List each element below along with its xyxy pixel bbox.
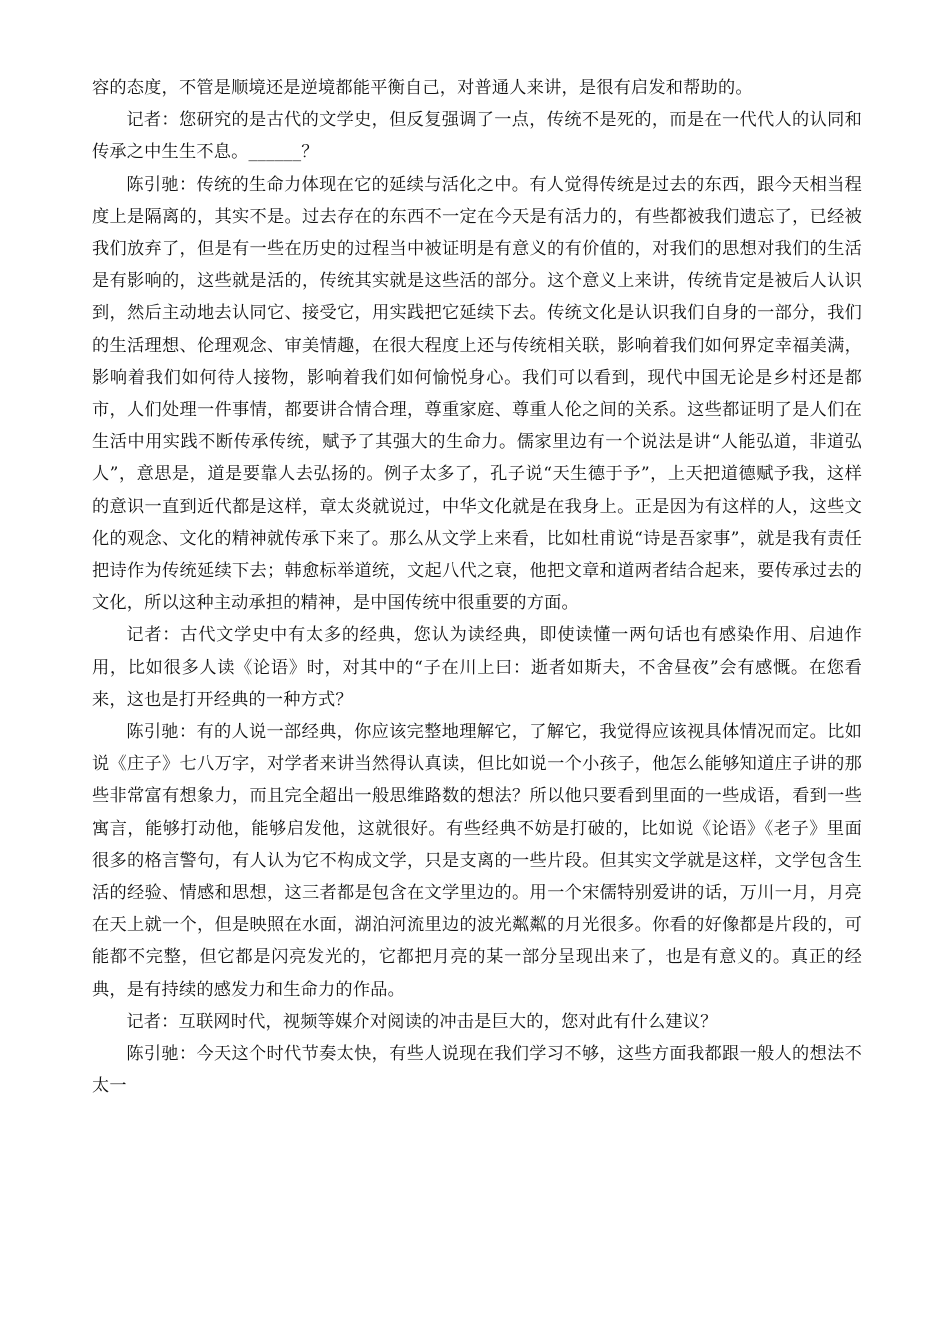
paragraph-answer-2: 陈引驰：有的人说一部经典，你应该完整地理解它，了解它，我觉得应该视具体情况而定。比如说《庄子》七八万字，对学者来讲当然得认真读，但比如说一个小孩子，他怎么能够知道庄子讲的那些非常富有想象力，而且完全超出一般思维路数的想法？所以他只要看到里面的一些成语，看到一些寓言，能够打动他，能够启发他，这就很好。有些经典不妨是打破的，比如说《论语》《老子》里面很多的格言警句，有人认为它不构成文学，只是支离的一些片段。但其实文学就是这样，文学包含生活的经验、情感和思想，这三者都是包含在文学里边的。用一个宋儒特别爱讲的话，万川一月，月亮在天上就一个，但是映照在水面，湖泊河流里边的波光粼粼的月光很多。你看的好像都是片段的，可能都不完整，但它都是闪亮发光的，它都把月亮的某一部分呈现出来了，也是有意义的。真正的经典，是有持续的感发力和生命力的作品。 <box>92 722 862 1000</box>
document-page <box>92 72 862 1103</box>
paragraph-answer-1: 陈引驰：传统的生命力体现在它的延续与活化之中。有人觉得传统是过去的东西，跟今天相当程度上是隔离的，其实不是。过去存在的东西不一定在今天是有活力的，有些都被我们遗忘了，已经被我们放弃了，但是有一些在历史的过程当中被证明是有意义的有价值的，对我们的思想对我们的生活是有影响的，这些就是活的，传统其实就是这些活的部分。这个意义上来讲，传统肯定是被后人认识到，然后主动地去认同它、接受它，用实践把它延续下去。传统文化是认识我们自身的一部分，我们的生活理想、伦理观念、审美情趣，在很大程度上还与传统相关联，影响着我们如何界定幸福美满，影响着我们如何待人接物，影响着我们如何愉悦身心。我们可以看到，现代中国无论是乡村还是都市，人们处理一件事情，都要讲合情合理，尊重家庭、尊重人伦之间的关系。这些都证明了是人们在生活中用实践不断传承传统，赋予了其强大的生命力。儒家里边有一个说法是讲“人能弘道，非道弘人”，意思是，道是要靠人去弘扬的。例子太多了，孔子说“天生德于予”，上天把道德赋予我，这样的意识一直到近代都是这样，章太炎就说过，中华文化就是在我身上。正是因为有这样的人，这些文化的观念、文化的精神就传承下来了。那么从文学上来看，比如杜甫说“诗是吾家事”，就是我有责任把诗作为传统延续下去；韩愈标举道统，文起八代之衰，他把文章和道两者结合起来，要传承过去的文化，所以这种主动承担的精神，是中国传统中很重要的方面。 <box>92 174 862 614</box>
paragraph-reporter-question-3: 记者：互联网时代，视频等媒介对阅读的冲击是巨大的，您对此有什么建议？ <box>126 1011 718 1032</box>
paragraph-continuation: 容的态度，不管是顺境还是逆境都能平衡自己，对普通人来讲，是很有启发和帮助的。 <box>92 78 753 98</box>
paragraph-reporter-question-2: 记者：古代文学史中有太多的经典，您认为读经典，即使读懂一两句话也有感染作用、启迪作用，比如很多人读《论语》时，对其中的“子在川上曰：逝者如斯夫，不舍昼夜”会有感慨。在您看来，这也是打开经典的一种方式？ <box>92 625 862 710</box>
paragraph-reporter-question-1: 记者：您研究的是古代的文学史，但反复强调了一点，传统不是死的，而是在一代代人的认同和传承之中生生不息。______？ <box>92 110 862 163</box>
paragraph-answer-3: 陈引驰：今天这个时代节奏太快，有些人说现在我们学习不够，这些方面我都跟一般人的想法不太一 <box>92 1044 862 1097</box>
